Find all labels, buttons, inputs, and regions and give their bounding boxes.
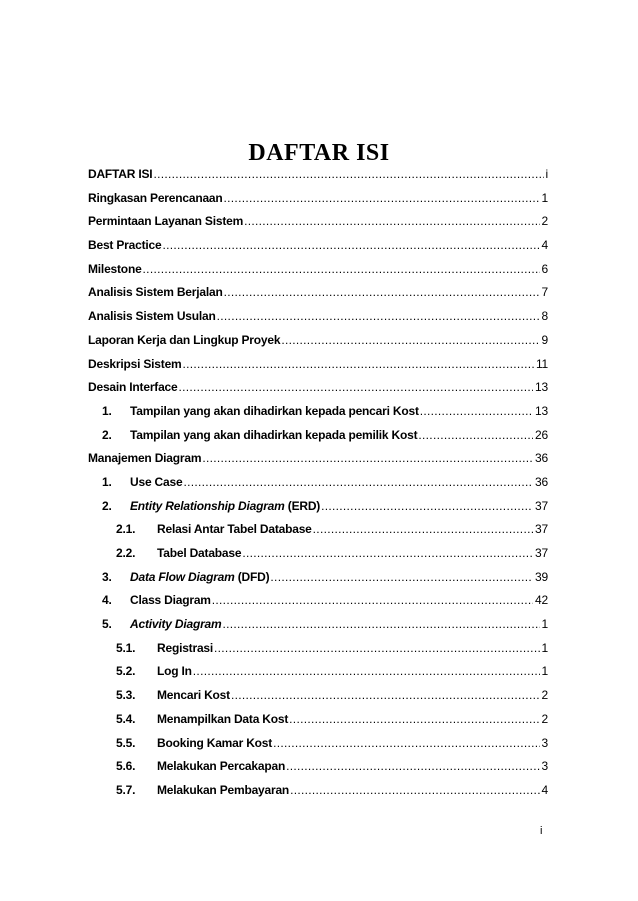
toc-entry-page: 9: [541, 332, 548, 347]
toc-entry-page: 42: [535, 593, 548, 608]
toc-entry-label: [157, 637, 213, 661]
toc-entry-text: Manajemen Diagram: [88, 451, 202, 466]
toc-entry[interactable]: [88, 495, 548, 519]
toc-entry-page: 2: [541, 711, 548, 726]
toc-entry-page: 1: [541, 190, 548, 205]
toc-entry-label: [88, 353, 182, 377]
toc-entry-label: [130, 495, 320, 519]
dot-leader: [223, 613, 540, 637]
toc-entry-text: DAFTAR ISI: [88, 167, 153, 181]
dot-leader: [244, 210, 539, 234]
toc-entry-text: Milestone: [88, 261, 142, 276]
toc-entry-label: [88, 187, 223, 211]
dot-leader: [212, 589, 533, 613]
toc-entry[interactable]: [88, 424, 548, 448]
toc-entry-number: 5.2.: [116, 664, 136, 679]
toc-entry-number: 5.: [102, 617, 112, 632]
toc-entry-text: Melakukan Pembayaran: [157, 782, 290, 797]
dot-leader: [179, 376, 534, 400]
toc-entry-label: [157, 684, 230, 708]
toc-entry-page: 1: [541, 617, 548, 632]
toc-entry-text: Deskripsi Sistem: [88, 356, 182, 371]
toc-entry[interactable]: [88, 637, 548, 661]
toc-entry-suffix: (ERD): [284, 498, 321, 513]
toc-entry-label: [157, 779, 289, 803]
toc-entry-italic-text: Activity Diagram: [130, 617, 222, 632]
toc-entry-label: [88, 305, 216, 329]
toc-entry[interactable]: [88, 376, 548, 400]
toc-entry-text: Registrasi: [157, 640, 214, 655]
toc-entry-number: 4.: [102, 593, 112, 608]
toc-entry-page: 8: [541, 309, 548, 324]
dot-leader: [231, 684, 540, 708]
toc-entry-text: Class Diagram: [130, 593, 211, 608]
table-of-contents: [88, 163, 548, 803]
toc-entry[interactable]: [88, 566, 548, 590]
toc-entry[interactable]: [88, 447, 548, 471]
toc-entry-text: Laporan Kerja dan Lingkup Proyek: [88, 332, 281, 347]
toc-entry[interactable]: [88, 660, 548, 684]
toc-entry[interactable]: [88, 708, 548, 732]
toc-entry-page: 1: [541, 640, 548, 655]
toc-entry-page: 4: [541, 238, 548, 253]
toc-entry-page: 2: [541, 214, 548, 229]
dot-leader: [193, 660, 540, 684]
toc-entry-label: [88, 210, 243, 234]
toc-entry-number: 3.: [102, 569, 112, 584]
toc-entry-label: [130, 613, 222, 637]
toc-entry-suffix: (DFD): [234, 569, 270, 584]
toc-entry[interactable]: [88, 518, 548, 542]
dot-leader: [321, 495, 533, 519]
dot-leader: [143, 258, 540, 282]
toc-entry-number: 2.: [102, 427, 112, 442]
toc-entry-text: Tampilan yang akan dihadirkan kepada pencari Kost: [130, 403, 419, 418]
toc-entry[interactable]: [88, 163, 548, 187]
dot-leader: [281, 329, 539, 353]
toc-entry-number: 5.7.: [116, 782, 136, 797]
toc-entry-page: i: [545, 167, 548, 181]
dot-leader: [214, 637, 539, 661]
toc-entry[interactable]: [88, 613, 548, 637]
toc-entry-label: [157, 518, 312, 542]
toc-entry-label: [88, 234, 161, 258]
toc-entry[interactable]: [88, 187, 548, 211]
toc-entry-page: 13: [535, 403, 548, 418]
dot-leader: [418, 424, 533, 448]
toc-entry-label: [88, 258, 142, 282]
toc-entry-text: Mencari Kost: [157, 688, 230, 703]
toc-entry-number: 5.1.: [116, 640, 136, 655]
toc-entry[interactable]: [88, 329, 548, 353]
toc-entry-text: Desain Interface: [88, 380, 178, 395]
toc-entry-page: 4: [541, 782, 548, 797]
toc-entry-text: Melakukan Percakapan: [157, 759, 286, 774]
toc-entry-label: [88, 376, 178, 400]
dot-leader: [202, 447, 533, 471]
toc-entry-page: 37: [535, 522, 548, 537]
toc-entry-page: 37: [535, 546, 548, 560]
toc-entry[interactable]: [88, 755, 548, 779]
toc-entry[interactable]: [88, 258, 548, 282]
dot-leader: [242, 542, 533, 566]
toc-entry[interactable]: [88, 353, 548, 377]
toc-entry[interactable]: [88, 542, 548, 566]
dot-leader: [313, 518, 533, 542]
toc-entry-page: 2: [541, 688, 548, 703]
toc-entry-label: [130, 424, 417, 448]
toc-entry-page: 7: [541, 285, 548, 300]
dot-leader: [290, 779, 539, 803]
toc-entry-text: Use Case: [130, 474, 183, 489]
toc-entry-label: [88, 447, 201, 471]
toc-entry[interactable]: [88, 779, 548, 803]
toc-entry-page: 26: [535, 427, 548, 442]
toc-entry-number: 5.6.: [116, 759, 136, 774]
toc-entry-page: 36: [535, 451, 548, 466]
toc-entry-number: 1.: [102, 403, 112, 418]
toc-entry-page: 3: [541, 759, 548, 774]
page-title: DAFTAR ISI: [248, 140, 390, 166]
toc-entry-text: Log In: [157, 664, 192, 679]
toc-entry-label: [157, 708, 288, 732]
toc-entry-label: [130, 589, 211, 613]
toc-entry-text: Tampilan yang akan dihadirkan kepada pemilik Kost: [130, 427, 418, 442]
toc-entry-number: 5.4.: [116, 711, 136, 726]
toc-entry-label: [130, 566, 269, 590]
toc-entry[interactable]: [88, 305, 548, 329]
toc-entry-text: Ringkasan Perencanaan: [88, 190, 223, 205]
dot-leader: [224, 187, 540, 211]
toc-entry-number: 5.3.: [116, 688, 136, 703]
toc-entry-page: 13: [535, 380, 548, 395]
toc-entry-page: 1: [541, 664, 548, 679]
toc-entry-number: 2.1.: [116, 522, 136, 537]
toc-entry-number: 1.: [102, 474, 112, 489]
toc-entry-label: [130, 400, 419, 424]
toc-entry-label: [88, 329, 280, 353]
toc-entry[interactable]: [88, 732, 548, 756]
dot-leader: [162, 234, 539, 258]
toc-entry[interactable]: [88, 281, 548, 305]
toc-entry[interactable]: [88, 589, 548, 613]
toc-entry-page: 39: [535, 569, 548, 584]
toc-entry-label: [157, 755, 285, 779]
dot-leader: [286, 755, 539, 779]
page-number: i: [540, 825, 543, 837]
toc-entry[interactable]: [88, 210, 548, 234]
toc-entry-text: Best Practice: [88, 238, 162, 253]
dot-leader: [217, 305, 540, 329]
toc-entry-number: 2.: [102, 498, 112, 513]
dot-leader: [224, 281, 540, 305]
toc-entry[interactable]: [88, 400, 548, 424]
toc-entry-italic-text: Entity Relationship Diagram: [130, 498, 285, 513]
toc-entry-page: 3: [541, 735, 548, 750]
dot-leader: [183, 353, 534, 377]
toc-entry-text: Permintaan Layanan Sistem: [88, 214, 244, 229]
toc-entry-label: [130, 471, 182, 495]
toc-entry-text: Menampilkan Data Kost: [157, 711, 289, 726]
dot-leader: [153, 163, 543, 187]
toc-entry-page: 36: [535, 474, 548, 489]
toc-entry-text: Analisis Sistem Berjalan: [88, 285, 223, 300]
toc-entry[interactable]: [88, 471, 548, 495]
toc-entry-text: Analisis Sistem Usulan: [88, 309, 216, 324]
toc-entry-page: 11: [535, 356, 548, 371]
toc-entry-label: [157, 732, 272, 756]
toc-entry[interactable]: [88, 684, 548, 708]
dot-leader: [270, 566, 533, 590]
toc-entry-number: 5.5.: [116, 735, 136, 750]
toc-entry-number: 2.2.: [116, 546, 136, 560]
toc-entry-page: 6: [541, 261, 548, 276]
toc-entry-label: [157, 542, 241, 566]
toc-entry-label: [88, 281, 223, 305]
toc-entry[interactable]: [88, 234, 548, 258]
toc-entry-text: Relasi Antar Tabel Database: [157, 522, 312, 537]
dot-leader: [273, 732, 539, 756]
toc-entry-label: [88, 163, 152, 187]
toc-entry-label: [157, 660, 192, 684]
dot-leader: [183, 471, 533, 495]
dot-leader: [420, 400, 533, 424]
toc-entry-page: 37: [535, 498, 548, 513]
toc-entry-text: Booking Kamar Kost: [157, 735, 273, 750]
toc-entry-text: Tabel Database: [157, 546, 242, 560]
dot-leader: [289, 708, 539, 732]
toc-entry-italic-text: Data Flow Diagram: [130, 569, 235, 584]
